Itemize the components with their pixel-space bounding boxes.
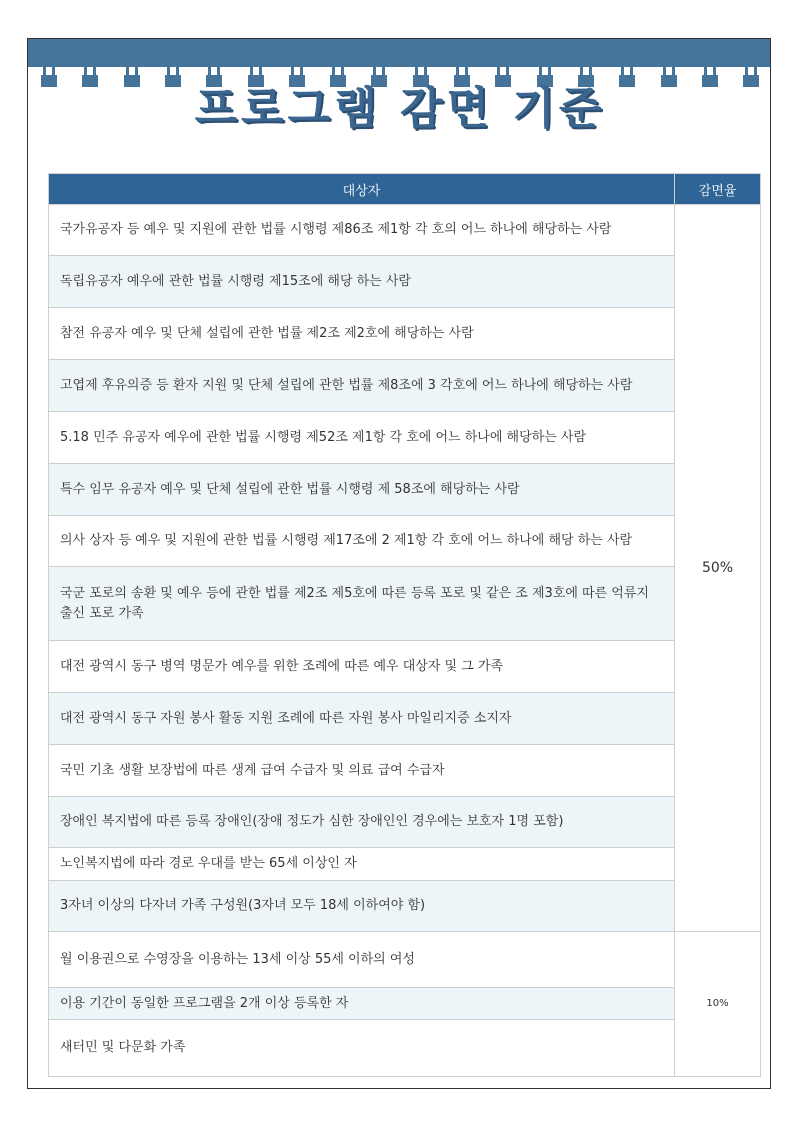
target-cell: 이용 기간이 동일한 프로그램을 2개 이상 등록한 자 [49, 988, 675, 1020]
table-body [49, 205, 761, 1077]
table-row [49, 205, 761, 256]
target-cell: 3자녀 이상의 다자녀 가족 구성원(3자녀 모두 18세 이하여야 함) [49, 881, 675, 932]
target-cell: 참전 유공자 예우 및 단체 설립에 관한 법률 제2조 제2호에 해당하는 사람 [49, 308, 675, 360]
target-cell: 국가유공자 등 예우 및 지원에 관한 법률 시행령 제86조 제1항 각 호의 어느 하나에 해당하는 사람 [49, 205, 675, 256]
header-rate: 감면율 [675, 174, 761, 205]
target-cell: 국군 포로의 송환 및 예우 등에 관한 법률 제2조 제5호에 따른 등록 포로 및 같은 조 제3호에 따른 억류지 출신 포로 가족 [49, 567, 675, 641]
table-row [49, 1020, 761, 1077]
target-cell: 국민 기초 생활 보장법에 따른 생계 급여 수급자 및 의료 급여 수급자 [49, 745, 675, 797]
target-cell: 대전 광역시 동구 자원 봉사 활동 지원 조례에 따른 자원 봉사 마일리지증 소지자 [49, 693, 675, 745]
target-cell: 월 이용권으로 수영장을 이용하는 13세 이상 55세 이하의 여성 [49, 932, 675, 988]
rate-cell: 10% [675, 932, 761, 1077]
table-row [49, 567, 761, 641]
table-row [49, 464, 761, 516]
target-cell: 새터민 및 다문화 가족 [49, 1020, 675, 1077]
table-row [49, 745, 761, 797]
table-row [49, 848, 761, 881]
table-row [49, 360, 761, 412]
table-row [49, 308, 761, 360]
header-target: 대상자 [49, 174, 675, 205]
target-cell: 5.18 민주 유공자 예우에 관한 법률 시행령 제52조 제1항 각 호에 어느 하나에 해당하는 사람 [49, 412, 675, 464]
target-cell: 독립유공자 예우에 관한 법률 시행령 제15조에 해당 하는 사람 [49, 256, 675, 308]
discount-criteria-table [48, 173, 761, 1077]
table-row [49, 693, 761, 745]
target-cell: 고엽제 후유의증 등 환자 지원 및 단체 설립에 관한 법률 제8조에 3 각호에 어느 하나에 해당하는 사람 [49, 360, 675, 412]
table-row [49, 412, 761, 464]
table-row [49, 881, 761, 932]
page-title: 프로그램 감면 기준 [194, 83, 606, 134]
target-cell: 장애인 복지법에 따른 등록 장애인(장애 정도가 심한 장애인인 경우에는 보호자 1명 포함) [49, 797, 675, 848]
table-row [49, 256, 761, 308]
rate-cell: 50% [675, 205, 761, 932]
target-cell: 의사 상자 등 예우 및 지원에 관한 법률 시행령 제17조에 2 제1항 각 호에 어느 하나에 해당 하는 사람 [49, 516, 675, 567]
table-row [49, 797, 761, 848]
table-row [49, 988, 761, 1020]
table-row [49, 641, 761, 693]
table-row [49, 516, 761, 567]
table-header-row [49, 174, 761, 205]
target-cell: 노인복지법에 따라 경로 우대를 받는 65세 이상인 자 [49, 848, 675, 881]
target-cell: 특수 임무 유공자 예우 및 단체 설립에 관한 법률 시행령 제 58조에 해당하는 사람 [49, 464, 675, 516]
target-cell: 대전 광역시 동구 병역 명문가 예우를 위한 조례에 따른 예우 대상자 및 그 가족 [49, 641, 675, 693]
table-row [49, 932, 761, 988]
